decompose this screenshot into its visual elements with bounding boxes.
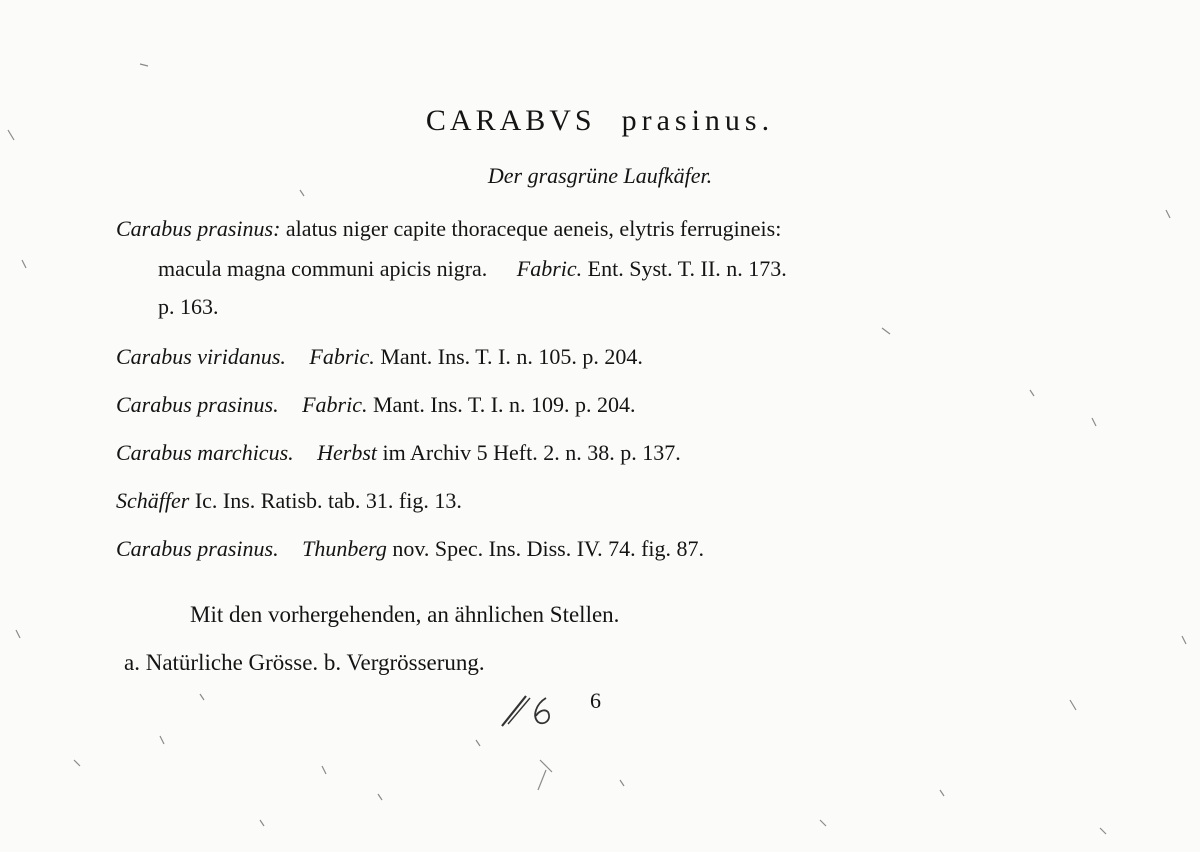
synonym-name: Schäffer xyxy=(116,488,190,513)
primary-description-line xyxy=(116,210,1116,248)
page-number: 6 xyxy=(590,688,601,713)
synonym-reference: im Archiv 5 Heft. 2. n. 38. p. 137. xyxy=(377,440,681,465)
synonym-author: Herbst xyxy=(317,440,378,465)
habitat-note: Mit den vorhergehenden, an ähnlichen Stellen. xyxy=(190,602,620,627)
synonym-entry xyxy=(116,482,1116,520)
primary-description-continuation xyxy=(158,256,787,282)
synonym-entry xyxy=(116,530,1116,568)
primary-author: Fabric. xyxy=(516,256,583,281)
synonym-reference: Mant. Ins. T. I. n. 109. p. 204. xyxy=(367,392,636,417)
primary-name: Carabus prasinus: xyxy=(116,216,281,241)
synonym-name: Carabus prasinus. xyxy=(116,536,279,561)
synonym-reference: Mant. Ins. T. I. n. 105. p. 204. xyxy=(374,344,643,369)
synonym-entry xyxy=(116,434,1116,472)
primary-reference: Ent. Syst. T. II. n. 173. xyxy=(582,256,787,281)
primary-description-2: macula magna communi apicis nigra. xyxy=(158,256,488,281)
handwritten-mark xyxy=(496,692,566,732)
synonym-author: Thunberg xyxy=(302,536,387,561)
synonym-reference: nov. Spec. Ins. Diss. IV. 74. fig. 87. xyxy=(386,536,705,561)
synonym-entry xyxy=(116,338,1116,376)
synonym-name: Carabus viridanus. xyxy=(116,344,286,369)
primary-description: alatus niger capite thoraceque aeneis, elytris ferrugineis: xyxy=(280,216,782,241)
primary-page-ref: p. 163. xyxy=(158,294,219,319)
synonym-name: Carabus prasinus. xyxy=(116,392,279,417)
species-title xyxy=(0,104,1200,138)
synonym-name: Carabus marchicus. xyxy=(116,440,294,465)
common-name: Der grasgrüne Laufkäfer. xyxy=(487,163,713,188)
species-name: prasinus. xyxy=(621,104,775,137)
synonym-author: Fabric. xyxy=(309,344,375,369)
synonym-entry xyxy=(116,386,1116,424)
figure-legend: a. Natürliche Grösse. b. Vergrösserung. xyxy=(124,650,485,675)
synonym-author: Fabric. xyxy=(302,392,368,417)
genus-name: CARABVS xyxy=(425,104,596,137)
synonym-reference: Ic. Ins. Ratisb. tab. 31. fig. 13. xyxy=(189,488,462,513)
